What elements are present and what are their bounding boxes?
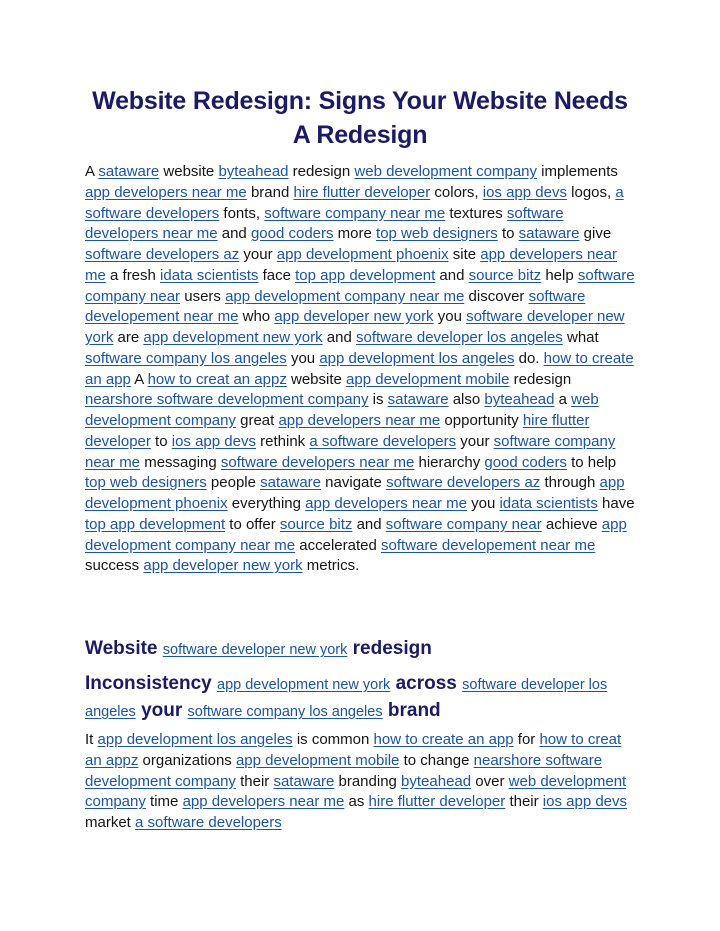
inline-link[interactable]: a software developers xyxy=(135,814,282,831)
inline-link[interactable]: software developement near me xyxy=(85,287,586,326)
inline-link[interactable]: top web designers xyxy=(376,225,498,243)
text-run: give xyxy=(579,225,612,243)
inline-link[interactable]: software developers near me xyxy=(220,453,415,471)
inline-link[interactable]: hire flutter developer xyxy=(85,412,590,450)
inline-link[interactable]: byteahead xyxy=(218,163,289,180)
inline-link[interactable]: sataware xyxy=(387,391,449,409)
text-run: as xyxy=(344,793,369,811)
inline-link[interactable]: software developers az xyxy=(85,246,240,263)
text-run: over xyxy=(471,772,509,790)
text-run: logos, xyxy=(566,183,616,201)
inline-link[interactable]: app developers near me xyxy=(85,246,618,284)
inline-link[interactable]: how to creat an appz xyxy=(85,731,622,769)
section-heading-website-redesign xyxy=(85,636,645,663)
text-run: branding xyxy=(334,772,402,790)
text-run: have xyxy=(597,495,635,512)
text-run: redesign xyxy=(509,370,572,388)
inline-link[interactable]: sataware xyxy=(518,225,580,243)
text-run: achieve xyxy=(541,515,602,533)
text-run: rethink xyxy=(255,432,310,450)
text-run: and xyxy=(435,266,469,284)
text-run: face xyxy=(258,266,296,284)
text-run: great xyxy=(235,412,279,429)
inline-link[interactable]: byteahead xyxy=(484,391,555,409)
inline-link[interactable]: app development los angeles xyxy=(319,349,515,367)
inline-link[interactable]: app development company near me xyxy=(225,287,465,305)
inline-link[interactable]: software company near me xyxy=(85,432,616,471)
section-heading-inconsistency xyxy=(85,671,645,725)
text-run: redesign xyxy=(347,638,432,659)
text-run: you xyxy=(466,495,500,512)
inline-link[interactable]: byteahead xyxy=(401,772,472,790)
text-run: metrics. xyxy=(302,557,360,575)
inline-link[interactable]: software developement near me xyxy=(381,536,596,554)
text-run: to help xyxy=(566,453,617,471)
paragraph-intro xyxy=(85,162,640,577)
text-run: their xyxy=(505,793,543,811)
inline-link[interactable]: sataware xyxy=(273,772,335,790)
text-run: help xyxy=(541,266,578,284)
inline-link[interactable]: sataware xyxy=(260,474,322,492)
inline-link[interactable]: source bitz xyxy=(279,515,353,533)
inline-link[interactable]: software company los angeles xyxy=(85,349,287,367)
inline-link[interactable]: idata scientists xyxy=(160,266,259,284)
text-run: website xyxy=(159,163,219,180)
inline-link[interactable]: web development company xyxy=(354,163,537,180)
inline-link[interactable]: app development phoenix xyxy=(85,474,625,512)
text-run: It xyxy=(85,731,98,748)
inline-link[interactable]: source bitz xyxy=(468,266,542,284)
text-run: Inconsistency xyxy=(85,673,217,694)
text-run: their xyxy=(235,772,274,790)
text-run: time xyxy=(145,793,183,811)
text-run: is common xyxy=(292,731,374,748)
paragraph-inconsistency xyxy=(85,730,640,834)
text-run: your xyxy=(239,246,277,263)
text-run: also xyxy=(448,391,485,409)
text-run: to xyxy=(497,225,519,243)
text-run: messaging xyxy=(140,453,221,471)
inline-link[interactable]: good coders xyxy=(250,225,334,243)
inline-link[interactable]: web development company xyxy=(85,391,599,429)
inline-link[interactable]: software developer los angeles xyxy=(85,677,608,720)
text-run: colors, xyxy=(430,183,483,201)
page-title: Website Redesign: Signs Your Website Needs A Redesign xyxy=(92,87,628,149)
inline-link[interactable]: app development new york xyxy=(217,677,391,693)
inline-link[interactable]: software developer los angeles xyxy=(356,329,563,346)
inline-link[interactable]: app development phoenix xyxy=(276,246,449,263)
inline-link[interactable]: ios app devs xyxy=(171,432,256,450)
text-run: brand xyxy=(382,700,441,721)
inline-link[interactable]: hire flutter developer xyxy=(293,183,431,201)
text-run: people xyxy=(206,474,261,492)
inline-link[interactable]: idata scientists xyxy=(499,495,598,512)
text-run: opportunity xyxy=(440,412,523,429)
inline-link[interactable]: top app development xyxy=(295,266,436,284)
inline-link[interactable]: a software developers xyxy=(309,432,457,450)
text-run: brand xyxy=(246,183,294,201)
text-run: more xyxy=(333,225,377,243)
inline-link[interactable]: nearshore software development company xyxy=(85,751,603,790)
inline-link[interactable]: software company near xyxy=(385,515,542,533)
inline-link[interactable]: app development mobile xyxy=(346,370,510,388)
text-run: to change xyxy=(399,751,474,769)
inline-link[interactable]: hire flutter developer xyxy=(368,793,506,811)
text-run: a fresh xyxy=(105,266,161,284)
text-run: A xyxy=(130,370,148,388)
inline-link[interactable]: app developers near me xyxy=(278,412,441,429)
inline-link[interactable]: software company los angeles xyxy=(187,704,383,720)
inline-link[interactable]: app developers near me xyxy=(85,183,247,201)
inline-link[interactable]: app development company near me xyxy=(85,515,627,554)
text-run: users xyxy=(180,287,226,305)
inline-link[interactable]: how to creat an appz xyxy=(147,370,287,388)
text-run: site xyxy=(448,246,481,263)
inline-link[interactable]: software company near me xyxy=(264,204,446,222)
text-run: you xyxy=(286,349,320,367)
text-run: and xyxy=(352,515,386,533)
inline-link[interactable]: app development los angeles xyxy=(97,731,293,748)
text-run: who xyxy=(238,308,275,326)
text-run: organizations xyxy=(138,751,236,769)
inline-link[interactable]: app developer new york xyxy=(274,308,434,326)
text-run: A xyxy=(85,163,99,180)
inline-link[interactable]: software company near xyxy=(85,266,635,305)
inline-link[interactable]: app development new york xyxy=(143,329,323,346)
inline-link[interactable]: software developer new york xyxy=(162,642,348,658)
inline-link[interactable]: web development company xyxy=(85,772,627,811)
text-run: Website xyxy=(85,638,163,659)
inline-link[interactable]: app developer new york xyxy=(143,557,303,575)
inline-link[interactable]: software developer new york xyxy=(85,308,625,346)
text-run: and xyxy=(322,329,357,346)
text-run: to xyxy=(150,432,172,450)
inline-link[interactable]: how to create an app xyxy=(373,731,514,748)
inline-link[interactable]: top app development xyxy=(85,515,226,533)
text-run: is xyxy=(368,391,388,409)
inline-link[interactable]: software developers near me xyxy=(85,204,564,243)
inline-link[interactable]: nearshore software development company xyxy=(85,391,369,409)
text-run: a xyxy=(554,391,572,409)
text-run: what xyxy=(562,329,599,346)
text-run: do. xyxy=(514,349,544,367)
text-run: market xyxy=(85,814,136,831)
text-run: website xyxy=(286,370,347,388)
text-run: your xyxy=(456,432,494,450)
inline-link[interactable]: how to create an app xyxy=(85,349,634,388)
text-run: hierarchy xyxy=(414,453,485,471)
inline-link[interactable]: ios app devs xyxy=(482,183,567,201)
text-run: your xyxy=(135,700,188,721)
text-run: are xyxy=(113,329,144,346)
text-run: and xyxy=(217,225,251,243)
text-run: success xyxy=(85,557,144,575)
text-run: redesign xyxy=(288,163,355,180)
text-run: for xyxy=(513,731,540,748)
inline-link[interactable]: software developers az xyxy=(386,474,541,492)
text-run: everything xyxy=(227,495,306,512)
text-run: you xyxy=(433,308,467,326)
text-run: textures xyxy=(445,204,507,222)
inline-link[interactable]: app developers near me xyxy=(182,793,345,811)
text-run: fonts, xyxy=(219,204,265,222)
text-run: navigate xyxy=(321,474,387,492)
inline-link[interactable]: sataware xyxy=(98,163,160,180)
text-run: accelerated xyxy=(295,536,382,554)
text-run: discover xyxy=(464,287,529,305)
inline-link[interactable]: top web designers xyxy=(85,474,207,492)
text-run: to offer xyxy=(225,515,280,533)
inline-link[interactable]: a software developers xyxy=(85,183,624,222)
inline-link[interactable]: app developers near me xyxy=(305,495,467,512)
text-run: implements xyxy=(537,163,618,180)
inline-link[interactable]: good coders xyxy=(484,453,567,471)
text-run: through xyxy=(540,474,600,492)
inline-link[interactable]: ios app devs xyxy=(542,793,628,811)
inline-link[interactable]: app development mobile xyxy=(235,751,400,769)
text-run: across xyxy=(390,673,463,694)
